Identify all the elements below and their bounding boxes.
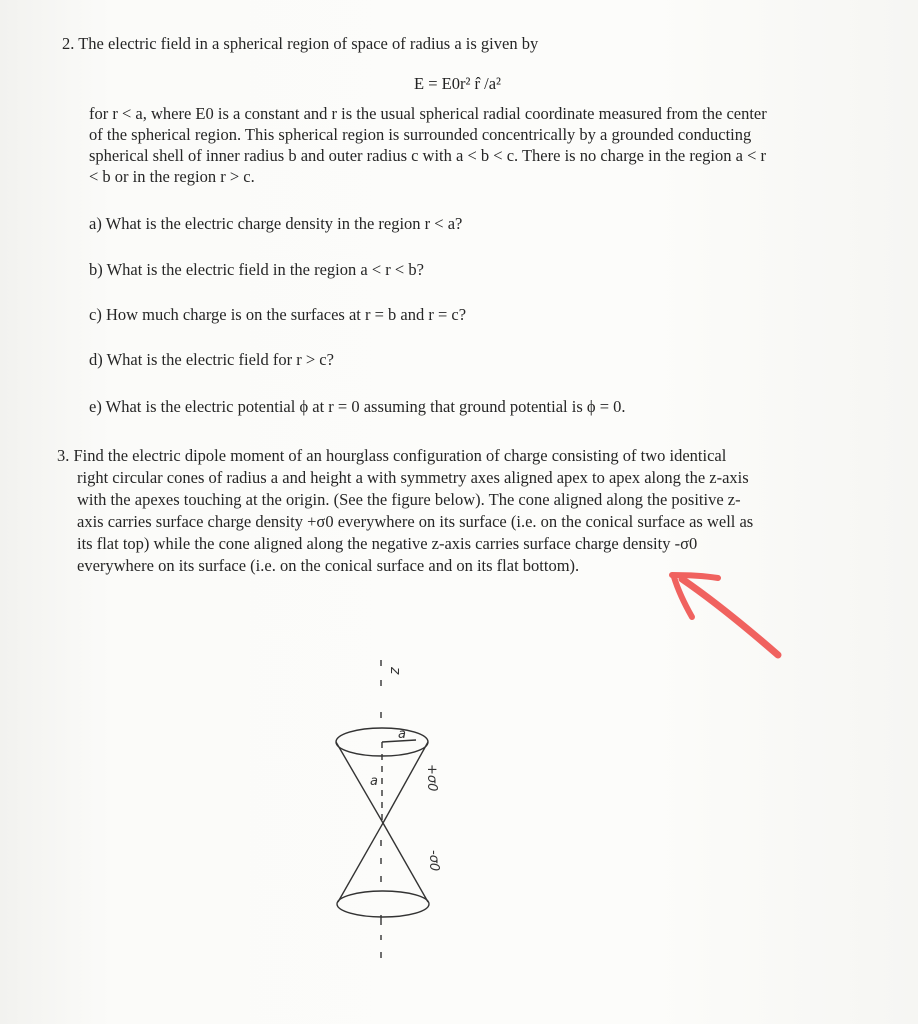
problem-3-number: 3. xyxy=(57,446,70,465)
problem-2-body-line-2: of the spherical region. This spherical region is surrounded concentrically by a grounded conducting xyxy=(89,125,752,144)
problem-3-body-line-5: its flat top) while the cone aligned along the negative z-axis carries surface charge density -σ0 xyxy=(77,534,698,553)
problem-2-body-line-1: for r < a, where E0 is a constant and r is the usual spherical radial coordinate measured from the center xyxy=(89,104,767,123)
problem-2-part-e: e) What is the electric potential ϕ at r = 0 assuming that ground potential is ϕ = 0. xyxy=(89,397,626,416)
bottom-cone-left-edge xyxy=(338,823,383,902)
electric-field-equation: E = E0r² r̂ /a² xyxy=(414,74,502,93)
problem-2-intro-text: The electric field in a spherical region of space of radius a is given by xyxy=(78,34,539,53)
z-axis-label: z xyxy=(387,667,403,675)
problem-2-intro xyxy=(62,34,538,54)
problem-2-part-d: d) What is the electric field for r > c? xyxy=(89,350,334,369)
bottom-cone-right-edge xyxy=(383,823,428,902)
problem-2-part-b: b) What is the electric field in the region a < r < b? xyxy=(89,260,424,279)
top-charge-label: +σ0 xyxy=(424,764,439,792)
problem-2-number: 2. xyxy=(62,34,75,53)
bottom-charge-label: -σ0 xyxy=(426,850,441,872)
arrow-shaft xyxy=(682,579,778,655)
bottom-cone-flat-bottom xyxy=(337,891,429,917)
problem-2-part-c: c) How much charge is on the surfaces at r = b and r = c? xyxy=(89,305,467,324)
problem-3-body-line-3: with the apexes touching at the origin. (See the figure below). The cone aligned along the positive z- xyxy=(77,490,741,509)
problem-3-body-line-2: right circular cones of radius a and height a with symmetry axes aligned apex to apex along the z-axis xyxy=(77,468,749,487)
radius-label: a xyxy=(398,727,406,742)
problem-3-body-line-4: axis carries surface charge density +σ0 everywhere on its surface (i.e. on the conical surface as well as xyxy=(77,512,754,531)
red-arrow-annotation-icon xyxy=(660,565,790,665)
problem-2-body-line-3: spherical shell of inner radius b and outer radius c with a < b < c. There is no charge in the region a < r xyxy=(89,146,767,165)
arrow-head-top xyxy=(672,575,718,578)
height-label: a xyxy=(370,774,378,789)
problem-2-body-line-4: < b or in the region r > c. xyxy=(89,167,255,186)
problem-3-body-line-6: everywhere on its surface (i.e. on the conical surface and on its flat bottom). xyxy=(77,556,580,575)
problem-3-line-1 xyxy=(57,446,726,466)
hourglass-cone-figure xyxy=(320,640,520,970)
problem-3-body-line-1: Find the electric dipole moment of an hourglass configuration of charge consisting of two identical xyxy=(73,446,727,465)
problem-2-part-a: a) What is the electric charge density in the region r < a? xyxy=(89,214,463,233)
